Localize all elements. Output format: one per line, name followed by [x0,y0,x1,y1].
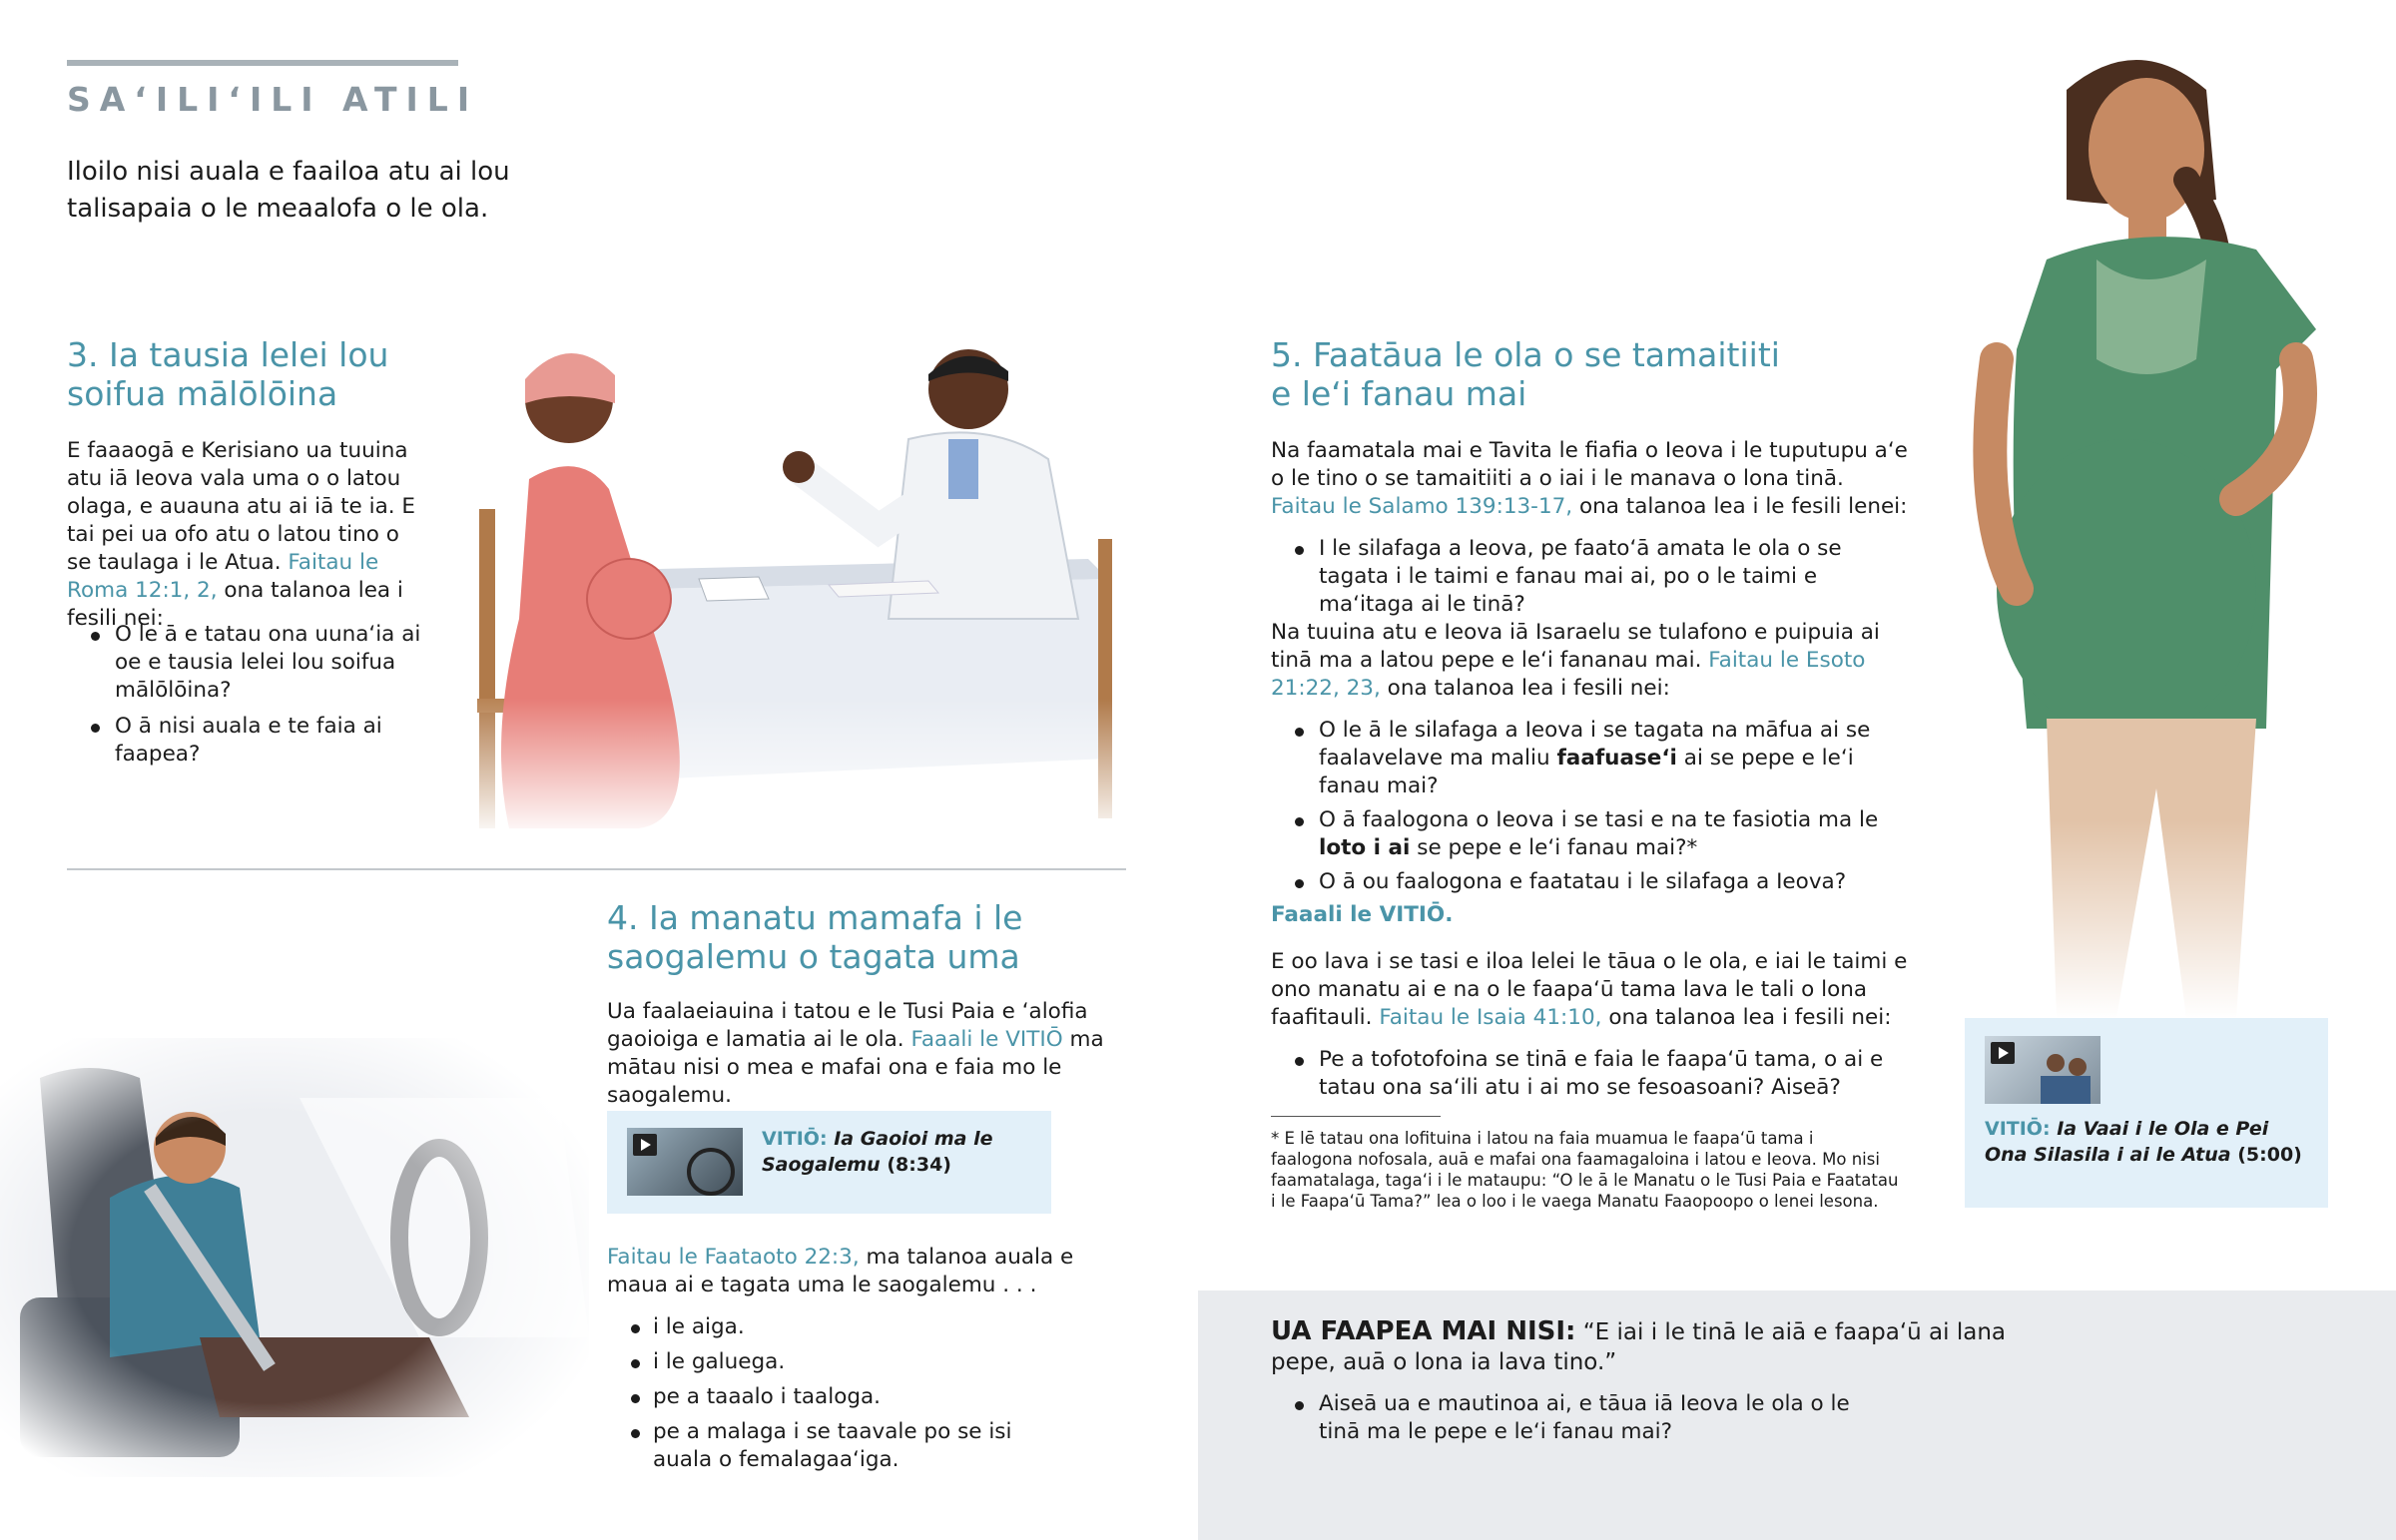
section-4-reference: Faitau le Faataoto 22:3, ma talanoa auala e maua ai e tagata uma le saogalemu . . . [607,1245,1074,1297]
list-item: I le silafaga a Ieova, pe faatoʻā amata le ola o se tagata i le taimi e fanau mai ai, po o le taimi e maʻitaga ai le tinā? [1271,535,1910,619]
list-item: pe a taaalo i taaloga. [607,1383,1076,1411]
some-say-text: UA FAAPEA MAI NISI: “E iai i le tinā le aiā e faapaʻū ai lana pepe, auā o lona ia lava tino.” [1271,1316,2006,1375]
video-caption: VITIŌ: Ia Vaai i le Ola e Pei Ona Silasila i ai le Atua (5:00) [1985,1118,2302,1166]
section-4-body: Ua faalaeiauina i tatou e le Tusi Paia e ʻalofia gaoioiga e lamatia ai le ola. Faaali le VITIŌ ma mātau nisi o mea e mafai ona e faia mo le saogalemu. [607,999,1104,1108]
show-video-link-2[interactable]: Faaali le VITIŌ. [1271,902,1454,927]
some-say-question [1271,1390,1890,1454]
list-item: O ā faalogona o Ieova i se tasi e na te fasiotia ma le loto i ai se pepe e leʻi fanau mai?* [1271,806,1910,862]
list-item: i le galuega. [607,1348,1076,1376]
section-5-question-1 [1271,535,1910,627]
footnote: * E lē tatau ona lofituina i latou na faia muamua le faapaʻū tama i faalogona nofosala, auā e mafai ona faamagaloina i latou e Ieova. Mo nisi faamatalaga, tagaʻi i le mataupu: “O le ā le Manatu o le Tusi Paia e Faatatau i le Faapaʻū Tama?” lea o loo i le vaega Manatu Faaopoopo o lenei lesona. [1271,1129,1899,1211]
section-5-paragraph-2: Na tuuina atu e Ieova iā Isaraelu se tulafono e puipuia ai tinā ma a latou pepe e leʻi fananau mai. Faitau le Esoto 21:22, 23, ona talanoa lea i fesili nei: [1271,620,1880,701]
list-item: Pe a tofotofoina se tinā e faia le faapaʻū tama, o ai e tatau ona saʻili atu i ai mo se fesoasoani? Aiseā? [1271,1046,1910,1102]
video-card-safety[interactable] [607,1111,1051,1214]
list-item: O ā nisi auala e te faia ai faapea? [67,713,426,769]
esoto-reference-link[interactable]: Faitau le Esoto 21:22, 23, [1271,648,1866,701]
section-5-question-5 [1271,1046,1910,1110]
section-5-questions-2 [1271,717,1910,904]
video-card-life[interactable] [1965,1018,2328,1208]
roma-reference-link[interactable]: Faitau le Roma 12:1, 2, [67,550,379,603]
isaia-reference-link[interactable]: Faitau le Isaia 41:10, [1379,1005,1602,1030]
list-item: i le aiga. [607,1313,1076,1341]
doctor-visit-illustration [469,319,1128,838]
seatbelt-illustration [0,1038,589,1477]
section-5-paragraph-3: E oo lava i se tasi e iloa lelei le tāua o le ola, e iai le taimi e ono manatu ai e na o le faapaʻū tama lava le tali o lona faafitauli. Faitau le Isaia 41:10, ona talanoa lea i fesili nei: [1271,949,1908,1030]
section-3-questions [67,621,426,776]
play-icon [1991,1042,2015,1064]
list-item: O le ā le silafaga a Ieova i se tagata na māfua ai se faalavelave ma maliu faafuaseʻi ai se pepe e leʻi fanau mai? [1271,717,1910,800]
kicker-title: SAʻILIʻILI ATILI [67,80,479,119]
video-thumbnail[interactable] [627,1128,743,1196]
video-caption: VITIŌ: Ia Gaoioi ma le Saogalemu (8:34) [762,1128,993,1176]
video-thumbnail[interactable] [1985,1036,2100,1104]
section-5-paragraph-1: Na faamatala mai e Tavita le fiafia o Ieova i le tuputupu aʻe o le tino o se tamaitiiti a o iai i le manava o lona tinā. Faitau le Salamo 139:13-17, ona talanoa lea i le fesili lenei: [1271,438,1908,519]
list-item: pe a malaga i se taavale po se isi auala o femalagaaʻiga. [607,1418,1076,1474]
section-4-items [607,1313,1076,1481]
list-item: O ā ou faalogona e faatatau i le silafaga a Ieova? [1271,868,1910,896]
intro-text: Iloilo nisi auala e faailoa atu ai lou talisapaia o le meaalofa o le ola. [67,157,510,224]
section-5-title: 5. Faatāua le ola o se tamaitiiti e leʻi fanau mai [1271,335,1780,413]
salamo-reference-link[interactable]: Faitau le Salamo 139:13-17, [1271,494,1573,519]
pregnant-woman-illustration [1937,30,2356,1018]
section-4-title: 4. Ia manatu mamafa i le saogalemu o tagata uma [607,898,1023,976]
some-say-box [1198,1290,2396,1540]
faataoto-reference-link[interactable]: Faitau le Faataoto 22:3, [607,1245,860,1270]
show-video-link[interactable]: Faaali le VITIŌ [910,1027,1063,1052]
header-rule [67,60,458,66]
footnote-rule [1271,1116,1441,1117]
list-item: Aiseā ua e mautinoa ai, e tāua iā Ieova le ola o le tinā ma le pepe e leʻi fanau mai? [1271,1390,1890,1446]
some-say-label: UA FAAPEA MAI NISI: [1271,1316,1576,1346]
play-icon [633,1134,657,1156]
list-item: O le ā e tatau ona uunaʻia ai oe e tausia lelei lou soifua mālōlōina? [67,621,426,705]
section-3-title: 3. Ia tausia lelei lou soifua mālōlōina [67,335,389,413]
section-3-body: E faaaogā e Kerisiano ua tuuina atu iā Ieova vala uma o o latou olaga, e auauna atu ai iā te ia. E tai pei ua ofo atu o latou tino o se taulaga i le Atua. Faitau le Roma 12:1, 2, ona talanoa lea i fesili nei: [67,438,416,631]
section-divider [67,868,1126,870]
